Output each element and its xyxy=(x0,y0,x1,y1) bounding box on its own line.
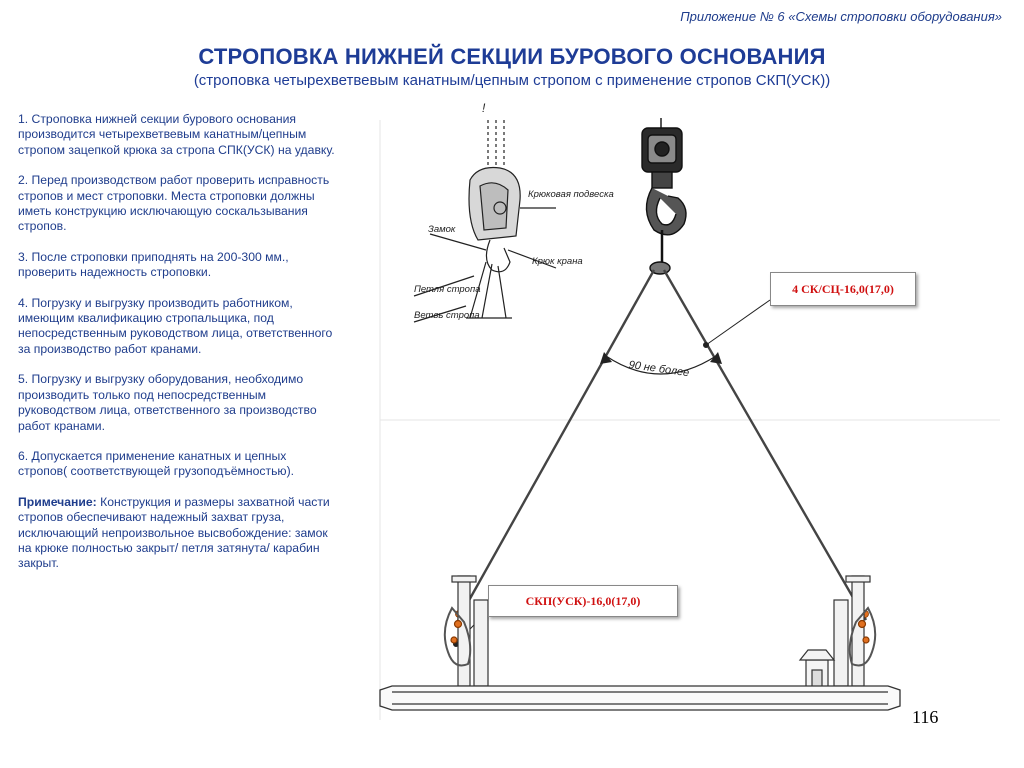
note-label: Примечание: xyxy=(18,494,97,509)
note-text: Конструкция и размеры захватной части стропов обеспечивают надежный захват груза, исключающий непроизвольное высвобождение: замок на крюке полностью закрыт/ петля затянута/ карабин закрыт. xyxy=(18,494,330,571)
sling-legs xyxy=(458,270,866,620)
left-lifting-lug xyxy=(445,576,488,686)
page-number: 116 xyxy=(912,707,939,727)
right-lifting-lug xyxy=(834,576,875,686)
sling-spec-label: 4 СК/СЦ-16,0(17,0) xyxy=(770,272,916,306)
hook-block-label: Крюковая подвеска xyxy=(528,189,614,200)
instruction-item: 5. Погрузку и выгрузку оборудования, необходимо производить только под непосредственным руководством лица, ответственного за производство работ кранами. xyxy=(18,372,317,433)
instruction-item: 3. После строповки приподнять на 200-300 мм., проверить надежность строповки. xyxy=(18,249,289,280)
page-subtitle: (строповка четырехветвевым канатным/цепным стропом с применение стропов СКП(УСК)) xyxy=(193,72,831,89)
hook-sling-spec-label: СКП(УСК)-16,0(17,0) xyxy=(488,585,678,617)
appendix-caption: Приложение № 6 «Схемы строповки оборудования» xyxy=(680,9,1002,24)
instructions-list xyxy=(18,112,338,587)
rigging-diagram xyxy=(370,100,1020,730)
sling-leg-label: Ветвь стропа xyxy=(414,310,480,321)
center-fitting xyxy=(800,650,834,688)
angle-label: 90 не более xyxy=(627,358,690,380)
note-paragraph xyxy=(18,495,338,572)
lock-label: Замок xyxy=(428,224,456,235)
sling-loop-label: Петля стропа xyxy=(414,284,481,295)
crane-hook-block xyxy=(642,118,686,274)
hook-label: Крюк крана xyxy=(532,256,583,267)
page-title: СТРОПОВКА НИЖНЕЙ СЕКЦИИ БУРОВОГО ОСНОВАНИЯ xyxy=(198,44,826,69)
exclamation-mark: ! xyxy=(482,101,486,115)
instruction-item: 6. Допускается применение канатных и цепных стропов( соответствующей грузоподъёмностью). xyxy=(18,448,295,479)
instruction-item: 4. Погрузку и выгрузку производить работником, имеющим квалификацию стропальщика, под непосредственным руководством лица, ответственного за производство работ кранами. xyxy=(18,295,333,356)
instruction-item: 2. Перед производством работ проверить исправность стропов и мест строповки. Места строповки должны иметь конструкцию исключающую соскальзывания стропов. xyxy=(18,173,330,234)
instruction-item: 1. Строповка нижней секции бурового основания производится четырехветвевым канатным/цепным стропом зацепкой крюка за стропа СПК(УСК) на удавку. xyxy=(18,112,335,157)
base-beam xyxy=(380,686,900,710)
